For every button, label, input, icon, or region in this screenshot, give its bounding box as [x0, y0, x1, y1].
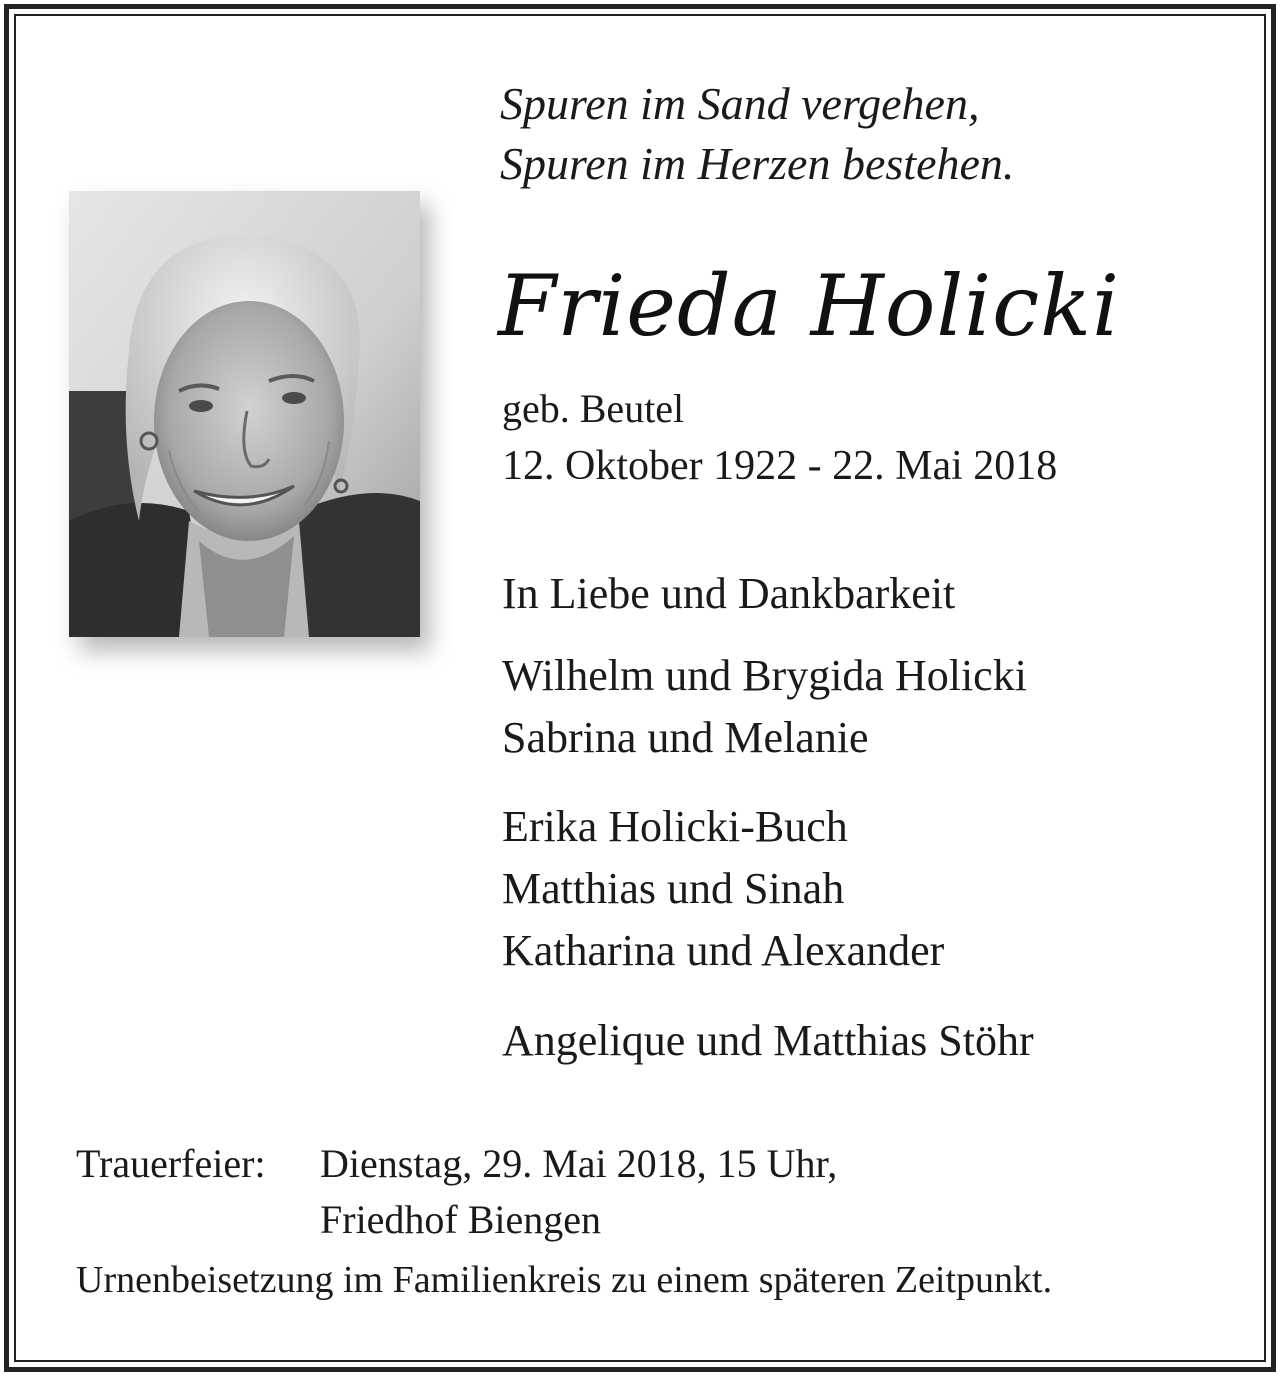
life-dates: 12. Oktober 1922 - 22. Mai 2018: [502, 443, 1058, 489]
deceased-name: Frieda Holicki: [498, 257, 1120, 355]
ceremony-datetime: Dienstag, 29. Mai 2018, 15 Uhr,: [320, 1141, 838, 1186]
motto: [500, 74, 1014, 194]
urn-burial-note: Urnenbeisetzung im Familienkreis zu einem späteren Zeitpunkt.: [76, 1259, 1053, 1301]
ceremony-label: Trauerfeier:: [76, 1141, 266, 1186]
mourner-group-2: [502, 796, 944, 982]
ceremony-place: Friedhof Biengen: [320, 1197, 602, 1242]
mourner-line: Angelique und Matthias Stöhr: [502, 1016, 1034, 1065]
motto-line-1: Spuren im Sand vergehen,: [500, 78, 980, 129]
mourner-line: Katharina und Alexander: [502, 926, 945, 975]
mourners-intro: [502, 563, 955, 625]
mourner-line: Erika Holicki-Buch: [502, 802, 848, 851]
mourner-line: Matthias und Sinah: [502, 864, 845, 913]
mourner-line: Sabrina und Melanie: [502, 713, 869, 762]
intro-line: In Liebe und Dankbarkeit: [502, 569, 956, 618]
mourner-group-1: [502, 645, 1027, 769]
maiden-name: geb. Beutel: [502, 386, 685, 431]
motto-line-2: Spuren im Herzen bestehen.: [500, 138, 1015, 189]
mourner-line: Wilhelm und Brygida Holicki: [502, 651, 1027, 700]
portrait-photo: [69, 191, 420, 637]
mourner-group-3: [502, 1010, 1034, 1072]
